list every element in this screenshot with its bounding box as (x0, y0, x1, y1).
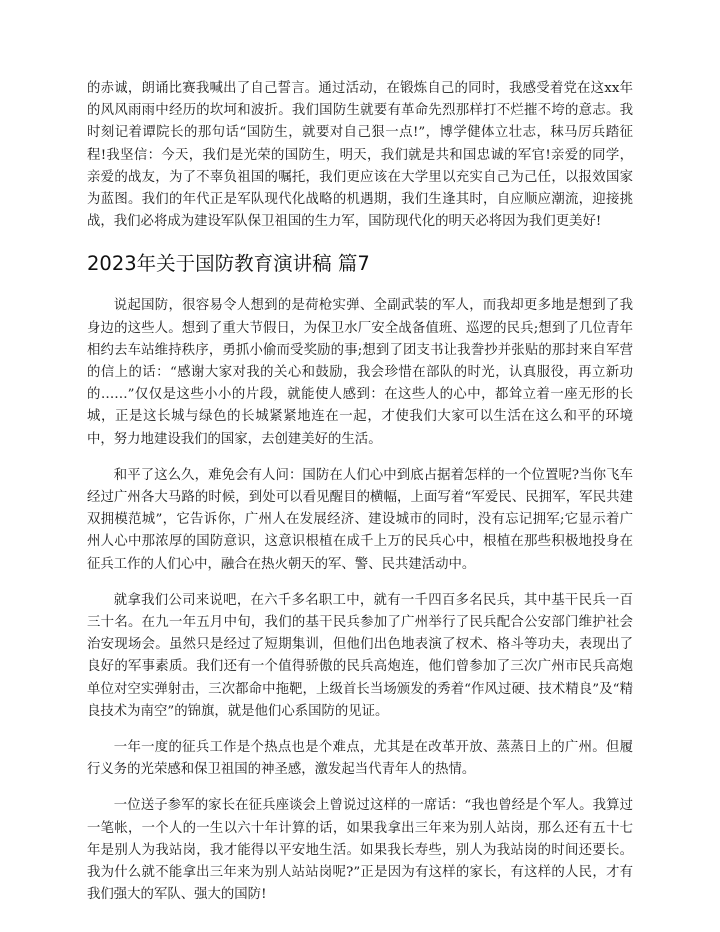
document-page (87, 78, 633, 907)
intro-paragraph: 的赤诚，朗诵比赛我喊出了自己誓言。通过活动，在锻炼自己的同时，我感受着党在这xx年的风风雨雨中经历的坎坷和波折。我们国防生就要有革命先烈那样打不烂摧不垮的意志。我时刻记着谭院长的那句话“国防生，就要对自己狠一点!”，博学健体立壮志，秣马厉兵踏征程!我坚信：今天，我们是光荣的国防生，明天，我们就是共和国忠诚的军官!亲爱的同学，亲爱的战友，为了不辜负祖国的嘱托，我们更应该在大学里以充实自己为己任，以报效国家为蓝图。我们的年代正是军队现代化战略的机遇期，我们生逢其时，自应顺应潮流，迎接挑战，我们必将成为建设军队保卫祖国的生力军，国防现代化的明天必将因为我们更美好! (87, 81, 633, 230)
body-paragraph-5: 一位送子参军的家长在征兵座谈会上曾说过这样的一席话：“我也曾经是个军人。我算过一笔帐，一个人的一生以六十年计算的话，如果我拿出三年来为别人站岗，那么还有五十七年是别人为我站岗，我才能得以平安地生活。如果我长寿些，别人为我站岗的时间还要长。我为什么就不能拿出三年来为别人站站岗呢?”正是因为有这样的家长，有这样的人民，才有我们强大的军队、强大的国防! (87, 798, 633, 903)
body-paragraph-1: 说起国防，很容易令人想到的是荷枪实弹、全副武装的军人，而我却更多地是想到了我身边的这些人。想到了重大节假日，为保卫水厂安全战备值班、巡逻的民兵;想到了几位青年相约去车站维持秩序，勇抓小偷而受奖励的事;想到了团支书让我誊抄并张贴的那封来自军营的信上的话：“感谢大家对我的关心和鼓励，我会珍惜在部队的时光，认真服役，再立新功的……”仅仅是这些小小的片段，就能使人感到：在这些人的心中，都耸立着一座无形的长城，正是这长城与绿色的长城紧紧地连在一起，才使我们大家可以生活在这么和平的环境中，努力地建设我们的国家，去创建美好的生活。 (87, 298, 633, 447)
body-paragraph-4: 一年一度的征兵工作是个热点也是个难点，尤其是在改革开放、蒸蒸日上的广州。但履行义务的光荣感和保卫祖国的神圣感，激发起当代青年人的热情。 (87, 740, 633, 778)
body-paragraph-3: 就拿我们公司来说吧，在六千多名职工中，就有一千四百多名民兵，其中基干民兵一百三十名。在九一年五月中旬，我们的基干民兵参加了广州举行了民兵配合公安部门维护社会治安现场会。虽然只是经过了短期集训，但他们出色地表演了杈术、格斗等功夫，表现出了良好的军事素质。我们还有一个值得骄傲的民兵高炮连，他们曾参加了三次广州市民兵高炮单位对空实弹射击，三次都命中拖靶，上级首长当场颁发的秀着“作风过硬、技术精良”及“精良技术为南空”的锦旗，就是他们心系国防的见证。 (87, 592, 633, 719)
section-heading: 2023年关于国防教育演讲稿 篇7 (87, 252, 370, 276)
body-paragraph-2: 和平了这么久，难免会有人问：国防在人们心中到底占据着怎样的一个位置呢?当你飞车经过广州各大马路的时候，到处可以看见醒目的横幅，上面写着“军爱民、民拥军，军民共建双拥模范城”，它告诉你，广州人在发展经济、建设城市的同时，没有忘记拥军;它显示着广州人心中那浓厚的国防意识，这意识根植在成千上万的民兵心中，根植在那些积极地投身在征兵工作的人们心中，融合在热火朝天的军、警、民共建活动中。 (87, 467, 633, 572)
